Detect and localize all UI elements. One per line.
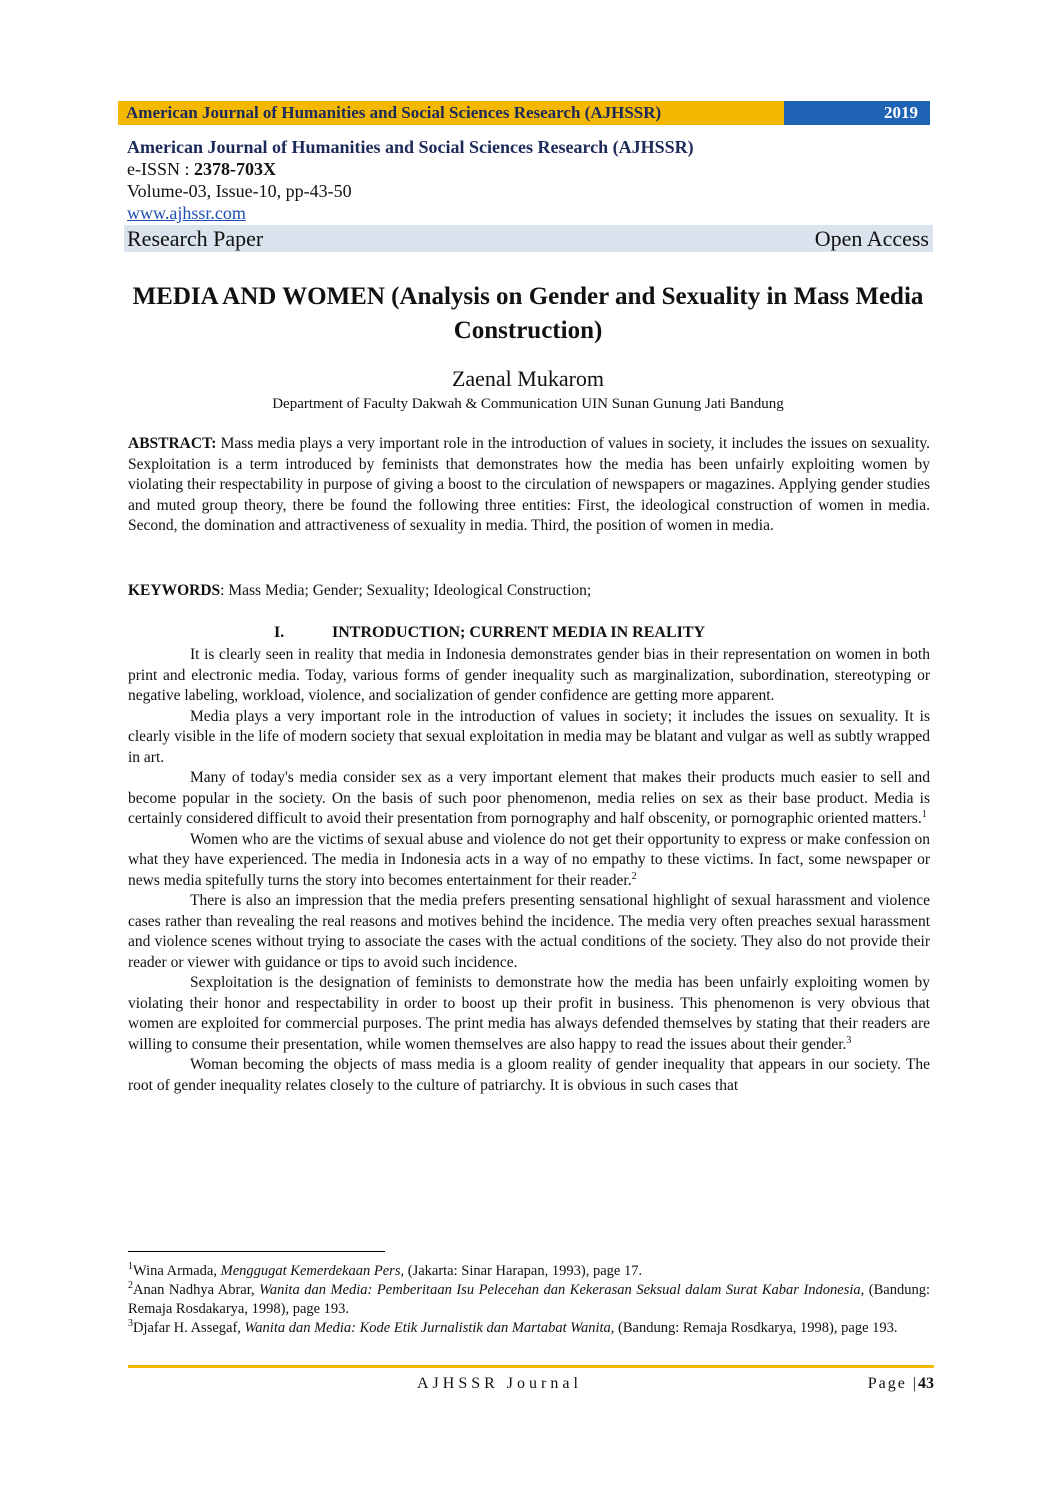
footer-rule — [128, 1365, 934, 1368]
paragraph: It is clearly seen in reality that media in Indonesia demonstrates gender bias in their representation on women in both print and electronic media. Today, various forms of gender inequality such as marginalization, subordination, stereotyping or negative labeling, workload, violence, and socialization of gender confidence are getting more apparent. — [128, 646, 930, 704]
abstract — [128, 434, 930, 537]
paper-title: MEDIA AND WOMEN (Analysis on Gender and Sexuality in Mass Media Construction) — [132, 283, 924, 344]
author-affiliation: Department of Faculty Dakwah & Communication UIN Sunan Gunung Jati Bandung — [272, 396, 784, 412]
footnote-ref[interactable]: 1 — [921, 808, 927, 820]
issn — [127, 158, 933, 180]
running-header-year: 2019 — [784, 101, 930, 125]
footnote-ref[interactable]: 2 — [631, 870, 637, 882]
footnote: $^2$Anan Nadhya Abrar, Wanita dan Media: Pemberitaan Isu Pelecehan dan Kekerasan Seksual dalam Surat Kabar Indonesia, (Bandung: Remaja Rosdakarya, 1998), page 193. — [128, 1280, 931, 1317]
introduction-body — [128, 645, 930, 1096]
volume-info: Volume-03, Issue-10, pp-43-50 — [127, 181, 352, 201]
paragraph: There is also an impression that the media prefers presenting sensational highlight of sexual harassment and violence cases rather than revealing the real reasons and motives behind the incidence. The media very often preaches sexual harassment and violence scenes without trying to associate the cases with the actual conditions of the society. They also do not provide their reader or viewer with guidance or tips to avoid such incidence. — [128, 892, 930, 971]
keywords — [128, 581, 930, 602]
paragraph: Women who are the victims of sexual abuse and violence do not get their opportunity to express or make confession on what they have experienced. The media in Indonesia acts in a way of no empathy to these victims. In fact, some newspaper or news media spitefully turns the story into becomes entertainment for their reader.$^2$ — [128, 830, 930, 889]
footnote: $^1$Wina Armada, Menggugat Kemerdekaan Pers, (Jakarta: Sinar Harapan, 1993), page 17. — [128, 1261, 643, 1279]
footer-journal: AJHSSR Journal — [417, 1375, 582, 1392]
issn-label: e-ISSN : — [127, 159, 194, 179]
footnote: $^3$Djafar H. Assegaf, Wanita dan Media: Kode Etik Jurnalistik dan Martabat Wanita, (Bandung: Remaja Rosdkarya, 1998), page 193. — [128, 1318, 898, 1336]
journal-meta — [127, 136, 933, 252]
access-type: Open Access — [814, 225, 929, 251]
running-header — [118, 101, 930, 125]
journal-name: American Journal of Humanities and Social Sciences Research (AJHSSR) — [127, 137, 694, 157]
paragraph: Sexploitation is the designation of feminists to demonstrate how the media has been unfairly exploiting women by violating their honor and respectability in order to boost up their profit in business. This phenomenon is very obvious that women are exploited for commercial purposes. The print media has always defended themselves by stating that their readers are willing to consume their presentation, while women themselves are also happy to read the issues about their gender.$^3$ — [128, 974, 930, 1053]
keywords-text: : Mass Media; Gender; Sexuality; Ideological Construction; — [220, 582, 592, 599]
paper-type-bar — [124, 225, 933, 252]
running-header-journal: American Journal of Humanities and Social Sciences Research (AJHSSR) — [118, 101, 784, 125]
paragraph: Woman becoming the objects of mass media is a gloom reality of gender inequality that appears in our society. The root of gender inequality relates closely to the culture of patriarchy. It is obvious in such cases that — [128, 1056, 930, 1094]
author-name: Zaenal Mukarom — [451, 366, 605, 391]
footnote-divider — [128, 1251, 385, 1252]
page-number: 43 — [918, 1375, 934, 1392]
section-title: INTRODUCTION; CURRENT MEDIA IN REALITY — [332, 624, 706, 641]
footnotes — [128, 1262, 930, 1338]
footnote-ref[interactable]: 3 — [846, 1034, 852, 1046]
section-number: I. — [274, 624, 285, 641]
paper-type: Research Paper — [127, 225, 264, 251]
issn-value: 2378-703X — [194, 159, 276, 179]
abstract-label: ABSTRACT: — [128, 435, 217, 452]
keywords-label: KEYWORDS — [128, 582, 221, 599]
abstract-text: Mass media plays a very important role in the introduction of values in society, it includes the issues on sexuality. Sexploitation is a term introduced by feminists that demonstrates how the media has been unfairly exploiting women by violating their respectability in purpose of giving a boost to the circulation of newspapers or magazines. Applying gender studies and muted group theory, there be found the following three entities: First, the ideological construction of women in media. Second, the domination and attractiveness of sexuality in media. Third, the position of women in media. — [128, 435, 930, 534]
paragraph: Media plays a very important role in the introduction of values in society; it includes the issues on sexuality. It is clearly visible in the life of modern society that sexual exploitation in media may be blatant and vulgar as well as subtly wrapped in art. — [128, 707, 930, 766]
journal-url-link[interactable]: www.ajhssr.com — [127, 203, 246, 223]
page-label: Page | — [867, 1375, 918, 1392]
footer-page — [868, 1375, 934, 1393]
paragraph: Many of today's media consider sex as a very important element that makes their products much easier to sell and become popular in the society. On the basis of such poor phenomenon, media relies on sex as their base product. Media is certainly considered difficult to avoid their presentation from pornography and half obscenity, or pornographic oriented matters.$^1$ — [128, 769, 930, 827]
